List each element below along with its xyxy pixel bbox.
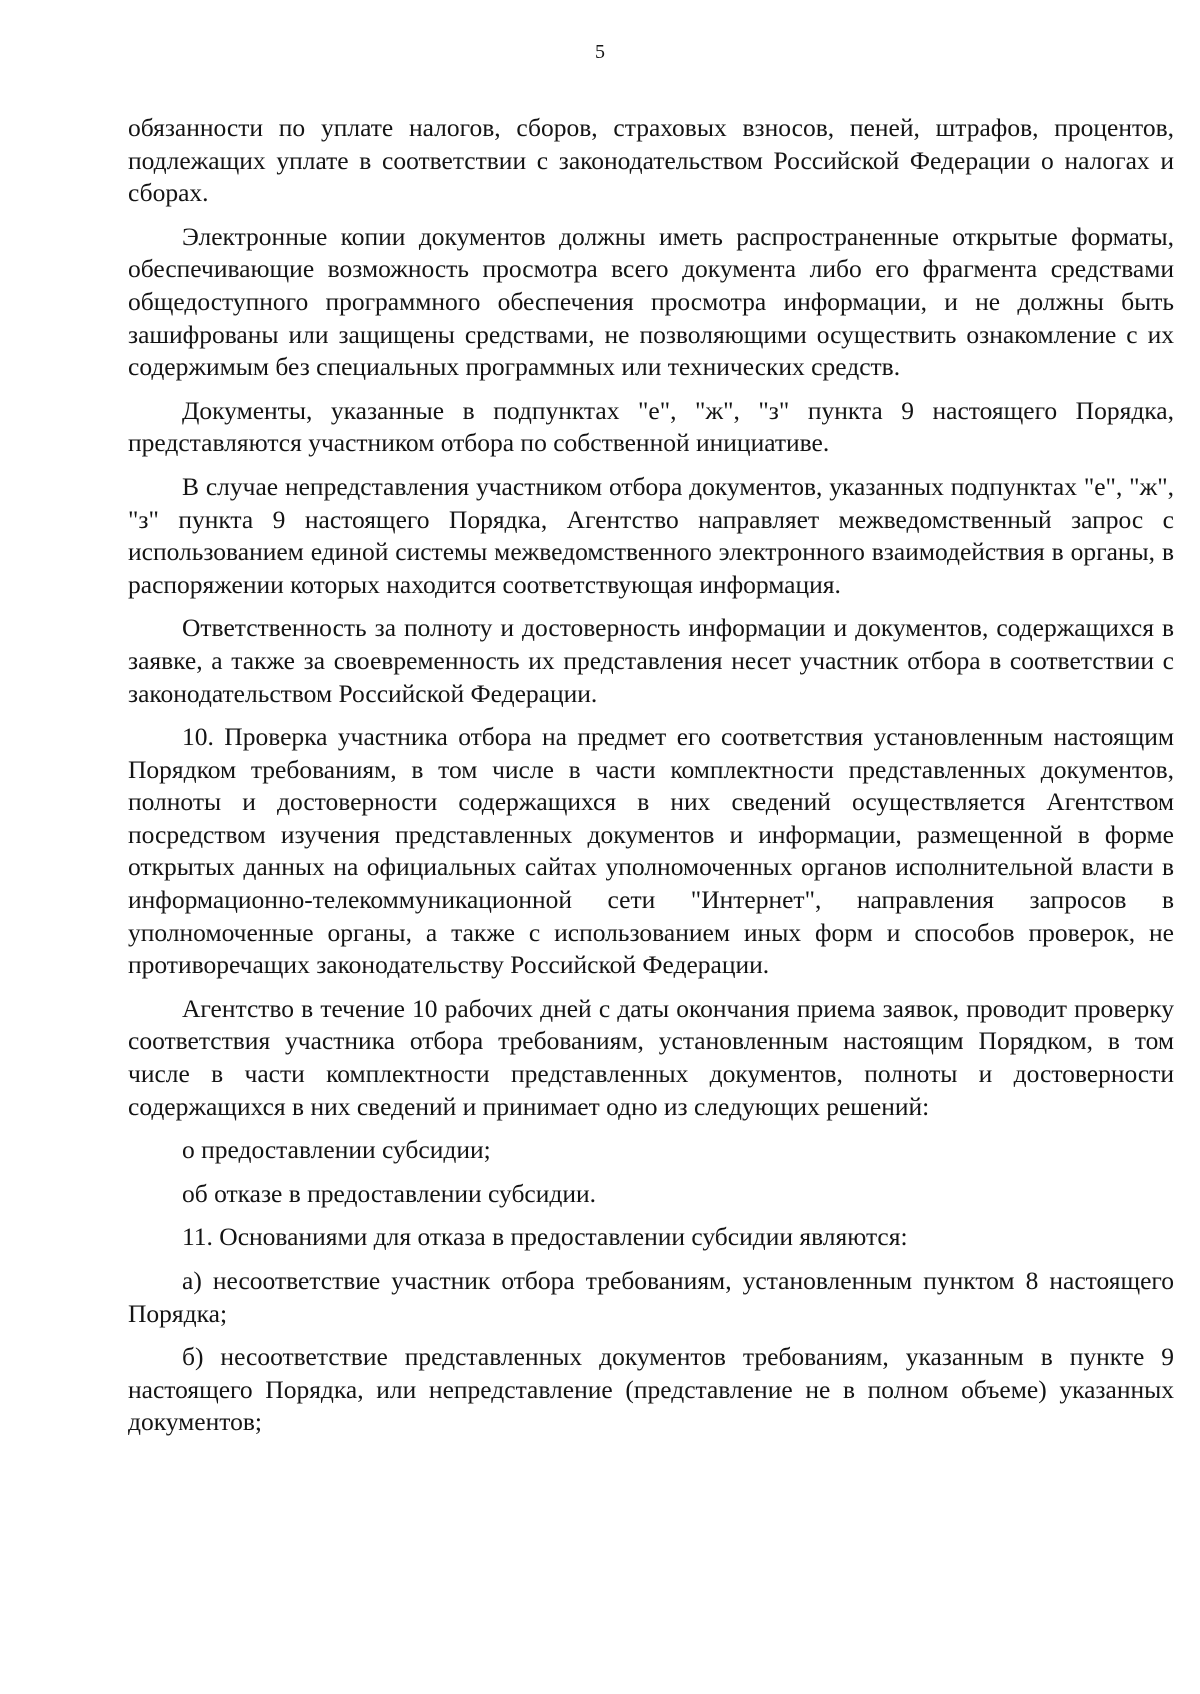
paragraph-clause-11: 11. Основаниями для отказа в предоставлении субсидии являются: <box>182 1222 908 1252</box>
paragraph-decision-grant: о предоставлении субсидии; <box>182 1135 491 1165</box>
paragraph-subclause-a: а) несоответствие участник отбора требованиям, установленным пунктом 8 настоящего Порядка; <box>128 1266 1174 1328</box>
paragraph-interdepartmental-request: В случае непредставления участником отбора документов, указанных подпунктах "е", "ж", "з" пункта 9 настоящего Порядка, Агентство направляет межведомственный запрос с использованием единой системы межведомственного электронного взаимодействия в органы, в распоряжении которых находится соответствующая информация. <box>128 471 1174 599</box>
paragraph-own-initiative-documents: Документы, указанные в подпунктах "е", "ж", "з" пункта 9 настоящего Порядка, представляются участником отбора по собственной инициативе. <box>128 395 1174 458</box>
page-number: 5 <box>595 41 605 63</box>
paragraph-clause-10: 10. Проверка участника отбора на предмет его соответствия установленным настоящим Порядком требованиям, в том числе в части комплектности представленных документов, полноты и достоверности содержащихся в них сведений осуществляется Агентством посредством изучения представленных документов и информации, размещенной в форме открытых данных на официальных сайтах уполномоченных органов исполнительной власти в информационно-телекоммуникационной сети "Интернет", направления запросов в уполномоченные органы, а также с использованием иных форм и способов проверок, не противоречащих законодательству Российской Федерации. <box>128 722 1174 980</box>
paragraph-electronic-copies: Электронные копии документов должны иметь распространенные открытые форматы, обеспечивающие возможность просмотра всего документа либо его фрагмента средствами общедоступного программного обеспечения просмотра информации, и не должны быть зашифрованы или защищены средствами, не позволяющими осуществить ознакомление с их содержимым без специальных программных или технических средств. <box>128 221 1174 382</box>
paragraph-responsibility: Ответственность за полноту и достоверность информации и документов, содержащихся в заявке, а также за своевременность их представления несет участник отбора в соответствии с законодательством Российской Федерации. <box>128 613 1174 708</box>
paragraph-decision-refusal: об отказе в предоставлении субсидии. <box>182 1178 597 1208</box>
paragraph-subclause-b: б) несоответствие представленных документов требованиям, указанным в пункте 9 настоящего Порядка, или непредставление (представление не в полном объеме) указанных документов; <box>128 1342 1174 1437</box>
paragraph-agency-review: Агентство в течение 10 рабочих дней с даты окончания приема заявок, проводит проверку соответствия участника отбора требованиям, установленным настоящим Порядком, в том числе в части комплектности представленных документов, полноты и достоверности содержащихся в них сведений и принимает одно из следующих решений: <box>128 993 1174 1121</box>
paragraph-obligations-continuation: обязанности по уплате налогов, сборов, страховых взносов, пеней, штрафов, процентов, подлежащих уплате в соответствии с законодательством Российской Федерации о налогах и сборах. <box>128 113 1174 208</box>
document-body <box>128 112 1174 1450</box>
